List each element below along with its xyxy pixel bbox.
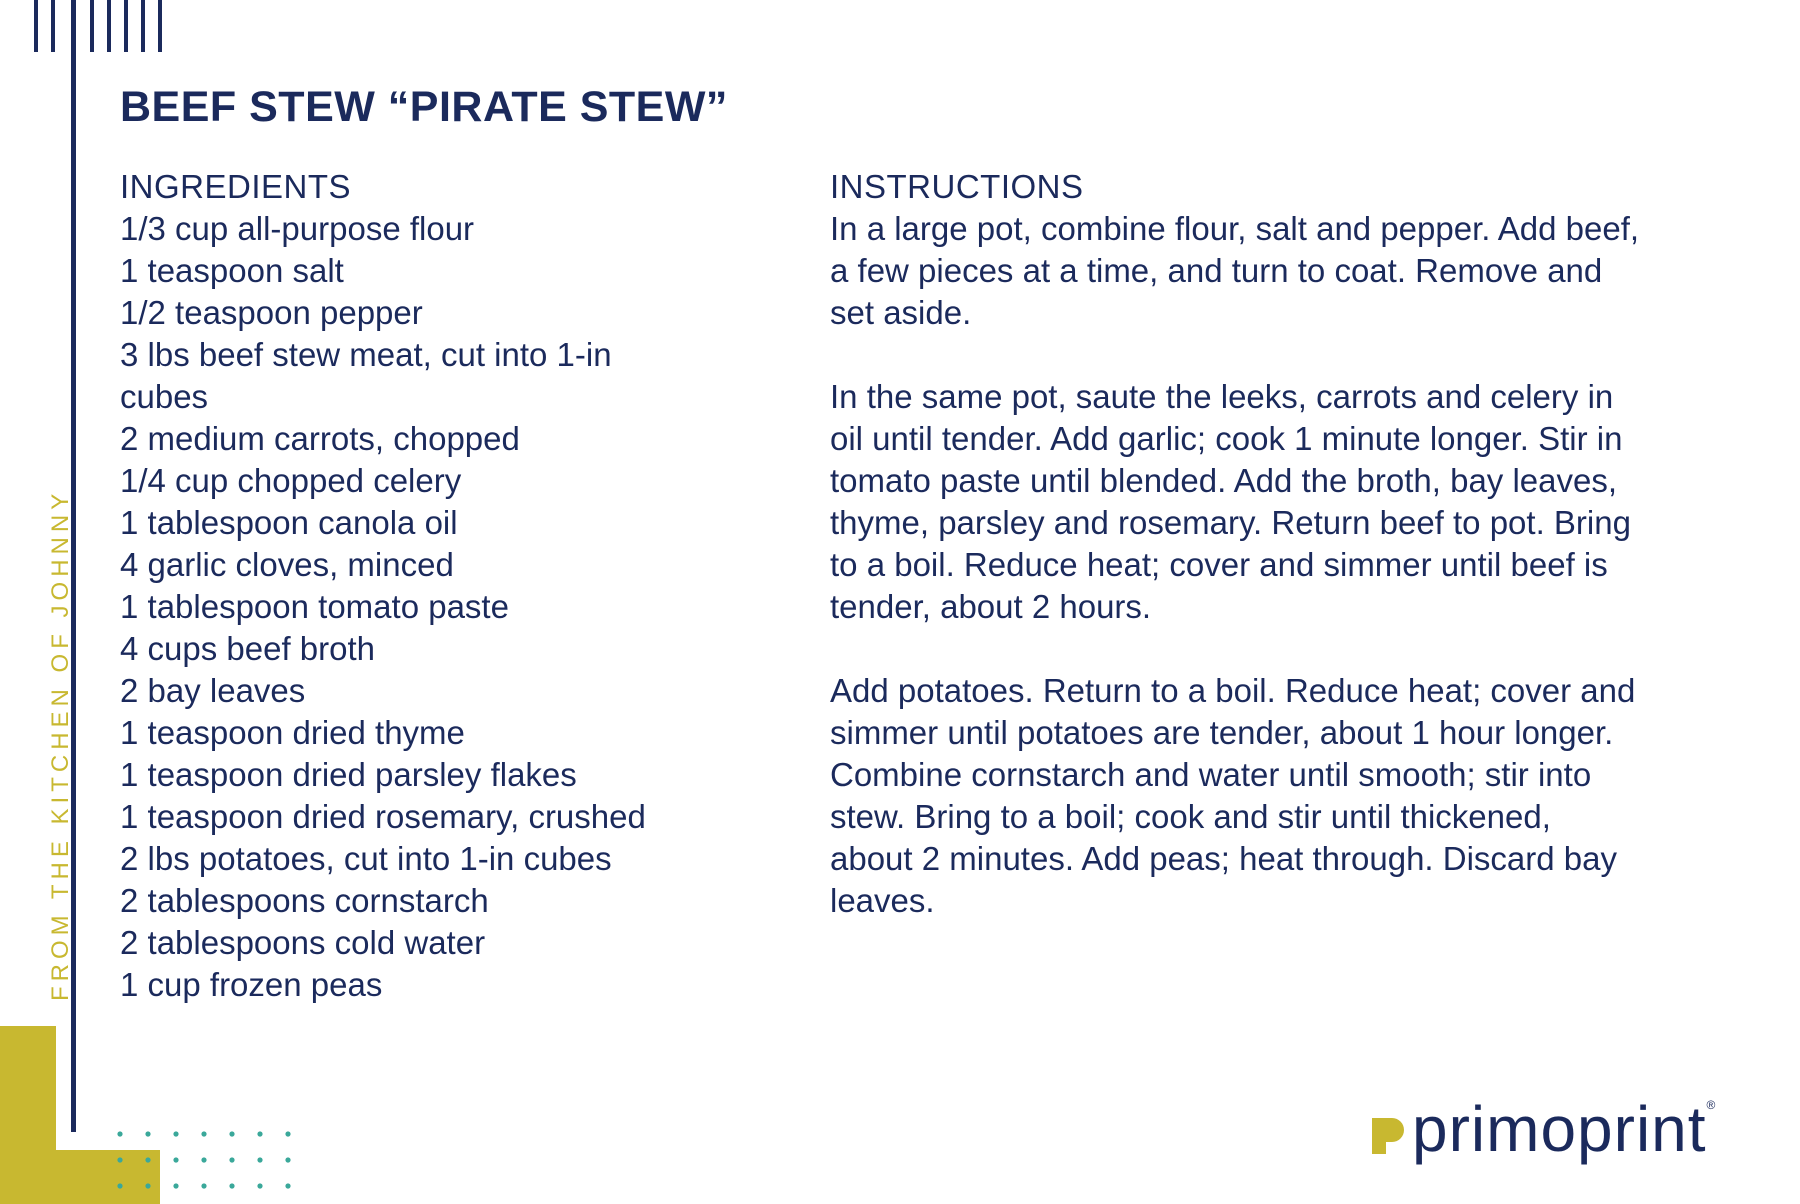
instruction-line: Add potatoes. Return to a boil. Reduce heat; cover and	[830, 672, 1636, 709]
decorative-tick	[90, 0, 94, 52]
ingredient-item: cubes	[120, 378, 209, 415]
instruction-line: simmer until potatoes are tender, about 1 hour longer.	[830, 714, 1614, 751]
instruction-paragraph	[830, 208, 1760, 334]
ingredient-item: 1 teaspoon dried thyme	[120, 714, 465, 751]
ingredients-section	[120, 166, 740, 1006]
instruction-line: about 2 minutes. Add peas; heat through. Discard bay	[830, 840, 1618, 877]
logo-wordmark: primoprint	[1412, 1093, 1707, 1165]
instruction-line: set aside.	[830, 294, 972, 331]
instruction-line: In a large pot, combine flour, salt and pepper. Add beef,	[830, 210, 1640, 247]
instruction-line: tender, about 2 hours.	[830, 588, 1152, 625]
decorative-dot-grid	[110, 1126, 300, 1204]
instruction-line: stew. Bring to a boil; cook and stir until thickened,	[830, 798, 1551, 835]
instruction-line: to a boil. Reduce heat; cover and simmer until beef is	[830, 546, 1608, 583]
ingredient-item: 1/2 teaspoon pepper	[120, 294, 423, 331]
instruction-line: a few pieces at a time, and turn to coat. Remove and	[830, 252, 1603, 289]
ingredient-item: 1 teaspoon dried rosemary, crushed	[120, 798, 646, 835]
ingredient-item: 3 lbs beef stew meat, cut into 1-in	[120, 336, 612, 373]
recipe-title: BEEF STEW “PIRATE STEW”	[120, 83, 728, 131]
instruction-line: tomato paste until blended. Add the broth, bay leaves,	[830, 462, 1618, 499]
ingredient-item: 2 lbs potatoes, cut into 1-in cubes	[120, 840, 612, 877]
ingredient-item: 1/4 cup chopped celery	[120, 462, 462, 499]
decorative-tick	[141, 0, 145, 52]
instruction-line: In the same pot, saute the leeks, carrots and celery in	[830, 378, 1614, 415]
ingredients-heading: INGREDIENTS	[120, 168, 352, 205]
instruction-paragraph	[830, 376, 1760, 628]
side-caption: FROM THE KITCHEN OF JOHNNY	[47, 488, 74, 1001]
instruction-line: Combine cornstarch and water until smooth; stir into	[830, 756, 1592, 793]
instructions-section	[830, 166, 1760, 964]
instruction-line: leaves.	[830, 882, 935, 919]
ingredient-item: 2 medium carrots, chopped	[120, 420, 520, 457]
ingredient-item: 2 tablespoons cold water	[120, 924, 486, 961]
logo-registered-mark: ®	[1706, 1098, 1716, 1112]
ingredient-item: 1/3 cup all-purpose flour	[120, 210, 475, 247]
ingredient-item: 4 garlic cloves, minced	[120, 546, 454, 583]
ingredient-item: 1 tablespoon tomato paste	[120, 588, 509, 625]
ingredient-item: 1 teaspoon salt	[120, 252, 344, 289]
primoprint-logo	[1370, 1094, 1715, 1164]
instruction-line: oil until tender. Add garlic; cook 1 minute longer. Stir in	[830, 420, 1623, 457]
ingredient-item: 1 cup frozen peas	[120, 966, 383, 1003]
decorative-tick	[107, 0, 111, 52]
instruction-paragraph	[830, 670, 1760, 922]
decorative-tick	[34, 0, 38, 52]
ingredient-item: 2 bay leaves	[120, 672, 306, 709]
logo-mark-icon	[1370, 1116, 1406, 1156]
decorative-tick	[124, 0, 128, 52]
decorative-tick	[158, 0, 162, 52]
ingredients-list	[120, 208, 740, 1006]
instruction-line: thyme, parsley and rosemary. Return beef to pot. Bring	[830, 504, 1631, 541]
instructions-heading: INSTRUCTIONS	[830, 168, 1084, 205]
ingredient-item: 4 cups beef broth	[120, 630, 376, 667]
ingredient-item: 1 tablespoon canola oil	[120, 504, 458, 541]
ingredient-item: 1 teaspoon dried parsley flakes	[120, 756, 577, 793]
ingredient-item: 2 tablespoons cornstarch	[120, 882, 489, 919]
decorative-tick	[51, 0, 55, 52]
